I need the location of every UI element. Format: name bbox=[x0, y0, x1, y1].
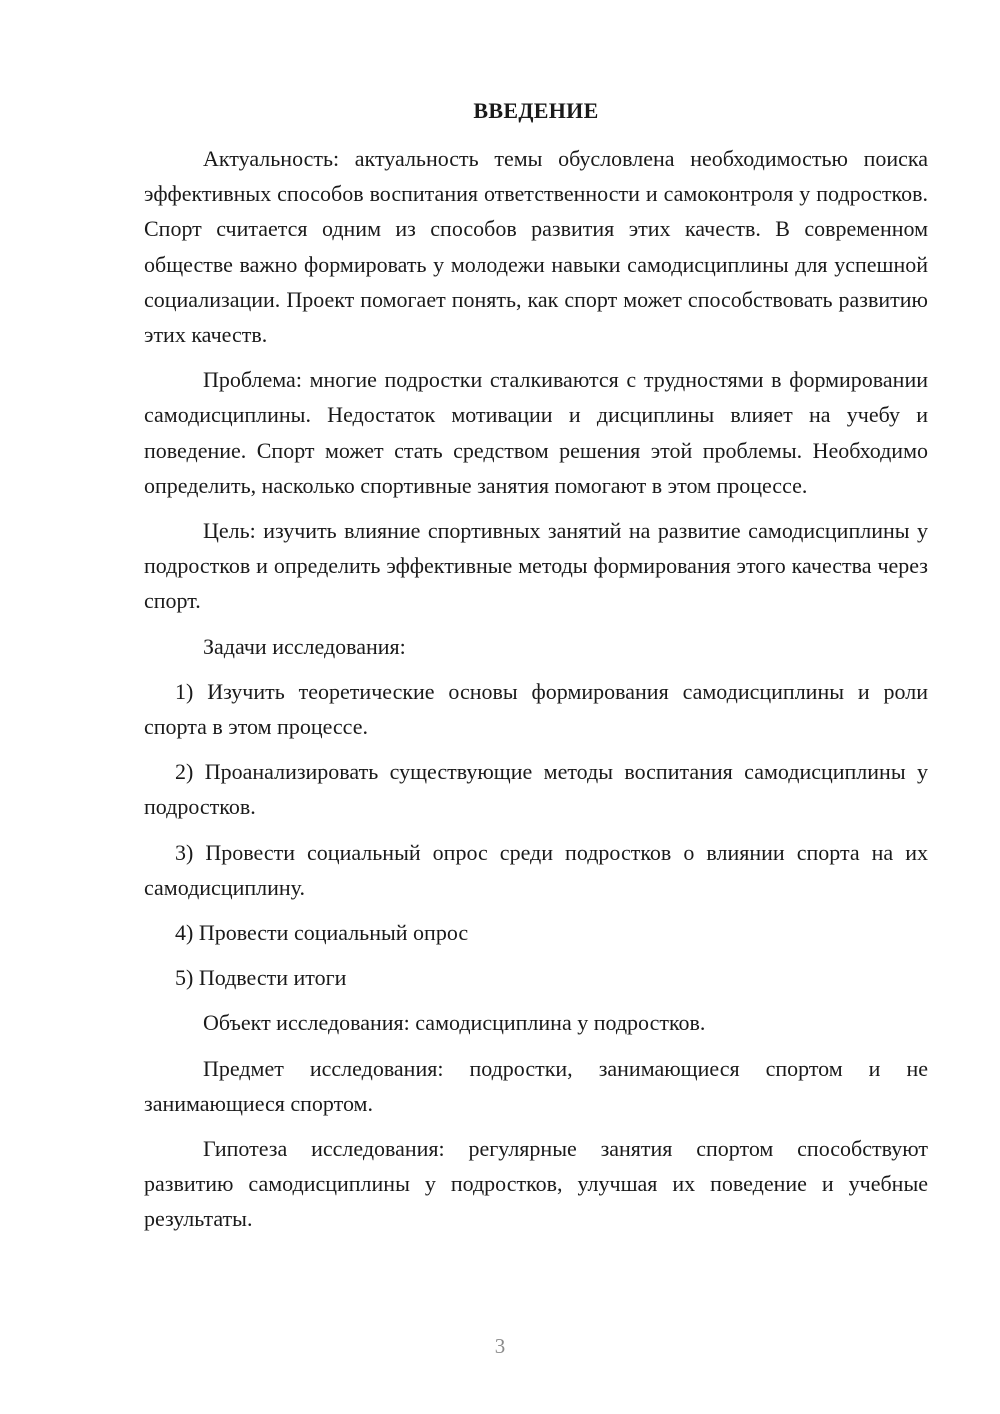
page-number: 3 bbox=[494, 1334, 506, 1358]
list-item-task-2: 2) Проанализировать существующие методы воспитания самодисциплины у подростков. bbox=[144, 759, 928, 820]
paragraph-tasks-title: Задачи исследования: bbox=[203, 633, 406, 659]
list-item-task-3: 3) Провести социальный опрос среди подростков о влиянии спорта на их самодисциплину. bbox=[144, 839, 928, 900]
paragraph-goal: Цель: изучить влияние спортивных занятий на развитие самодисциплины у подростков и определить эффективные методы формирования этого качества через спорт. bbox=[144, 518, 928, 614]
section-heading: ВВЕДЕНИЕ bbox=[473, 98, 599, 123]
paragraph-hypothesis: Гипотеза исследования: регулярные занятия спортом способствуют развитию самодисциплины у подростков, улучшая их поведение и учебные результаты. bbox=[144, 1136, 928, 1232]
paragraph-subject: Предмет исследования: подростки, занимающиеся спортом и не занимающиеся спортом. bbox=[144, 1055, 928, 1116]
paragraph-problem: Проблема: многие подростки сталкиваются с трудностями в формировании самодисциплины. Недостаток мотивации и дисциплины влияет на учебу и поведение. Спорт может стать средством решения этой проблемы. Необходимо определить, насколько спортивные занятия помогают в этом процессе. bbox=[144, 367, 928, 498]
list-item-task-4: 4) Провести социальный опрос bbox=[175, 920, 469, 946]
list-item-task-1: 1) Изучить теоретические основы формирования самодисциплины и роли спорта в этом процессе. bbox=[144, 678, 928, 740]
paragraph-object: Объект исследования: самодисциплина у подростков. bbox=[203, 1010, 706, 1036]
body-text bbox=[144, 141, 928, 1247]
paragraph-relevance: Актуальность: актуальность темы обусловлена необходимостью поиска эффективных способов воспитания ответственности и самоконтроля у подростков. Спорт считается одним из способов развития этих качеств. В современном обществе важно формировать у молодежи навыки самодисциплины для успешной социализации. Проект помогает понять, как спорт может способствовать развитию этих качеств. bbox=[144, 146, 928, 348]
list-item-task-5: 5) Подвести итоги bbox=[175, 965, 347, 991]
